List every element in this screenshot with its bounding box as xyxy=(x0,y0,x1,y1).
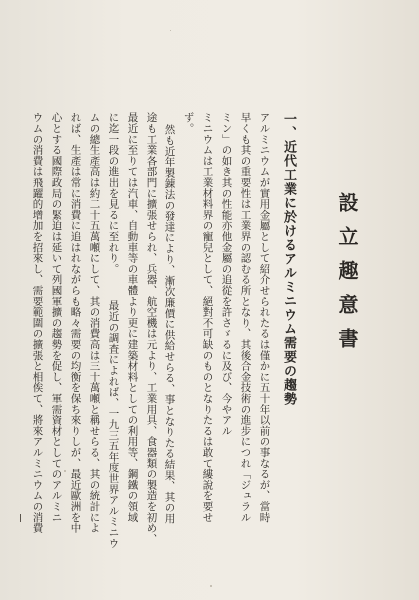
body-line: 早くも其の重要性は工業界の認むる所となり、其後合金技術の進步につれ「ジュラル xyxy=(239,112,252,523)
section-heading: 一、近代工業に於けるアルミニウム需要の趨勢 xyxy=(281,112,296,406)
body-line: 心とする國際政局の緊迫は延いて列國軍擴の趨勢を促し、軍需資材としてのアルミニ xyxy=(50,112,63,523)
body-line: 途も工業各部門に擴張せられ、兵器、航空機は元より、工業用具、食器類の製造を初め、 xyxy=(145,112,158,544)
paper-speck xyxy=(170,30,171,31)
paper-speck xyxy=(210,585,212,587)
body-line: アルミニウムが實用金屬として紹介せられたるは僅かに五十年以前の事なるが、當時 xyxy=(258,112,271,523)
body-line: ず。 xyxy=(182,112,195,134)
body-line: 最近の調査によれば、一九三五年度世界アルミニウ xyxy=(107,300,120,549)
paper-speck xyxy=(64,470,66,472)
body-line: ムの總生產高は約二十五萬噸にして、其の消費高は三十萬噸と稱せらる、其の統計によ xyxy=(88,112,101,534)
body-line: ミン」の如き其の性能亦他金屬の追從を許さゞるに及び、今やアル xyxy=(220,112,233,436)
page-mark xyxy=(20,514,21,522)
document-title: 設立趣意書 xyxy=(335,192,359,362)
body-line: に迄一段の進出を見るに至れり。 xyxy=(107,112,120,274)
body-line: ミニウムは工業材料界の寵兒として、絕對不可缺のものとなりたるは敢て縷說を要せ xyxy=(201,112,214,523)
body-line: 然も近年製錬法の發達により、漸次廉價に供給せらる、事となりたる結果、其の用 xyxy=(163,124,176,524)
body-line: ウムの消費は飛躍的增加を招來し、需要範圍の擴張と相俟て、將來アルミニウムの消費 xyxy=(31,112,44,534)
body-line: れば、生產は常に消費に追はれながらも略々需要の均衡を保ち來りしが、最近歐洲を中 xyxy=(69,112,82,534)
body-line: 最近に至りては汽車、自動車等の車體より更に建築材料としての利用等、鋼鐵の領域 xyxy=(126,112,139,523)
